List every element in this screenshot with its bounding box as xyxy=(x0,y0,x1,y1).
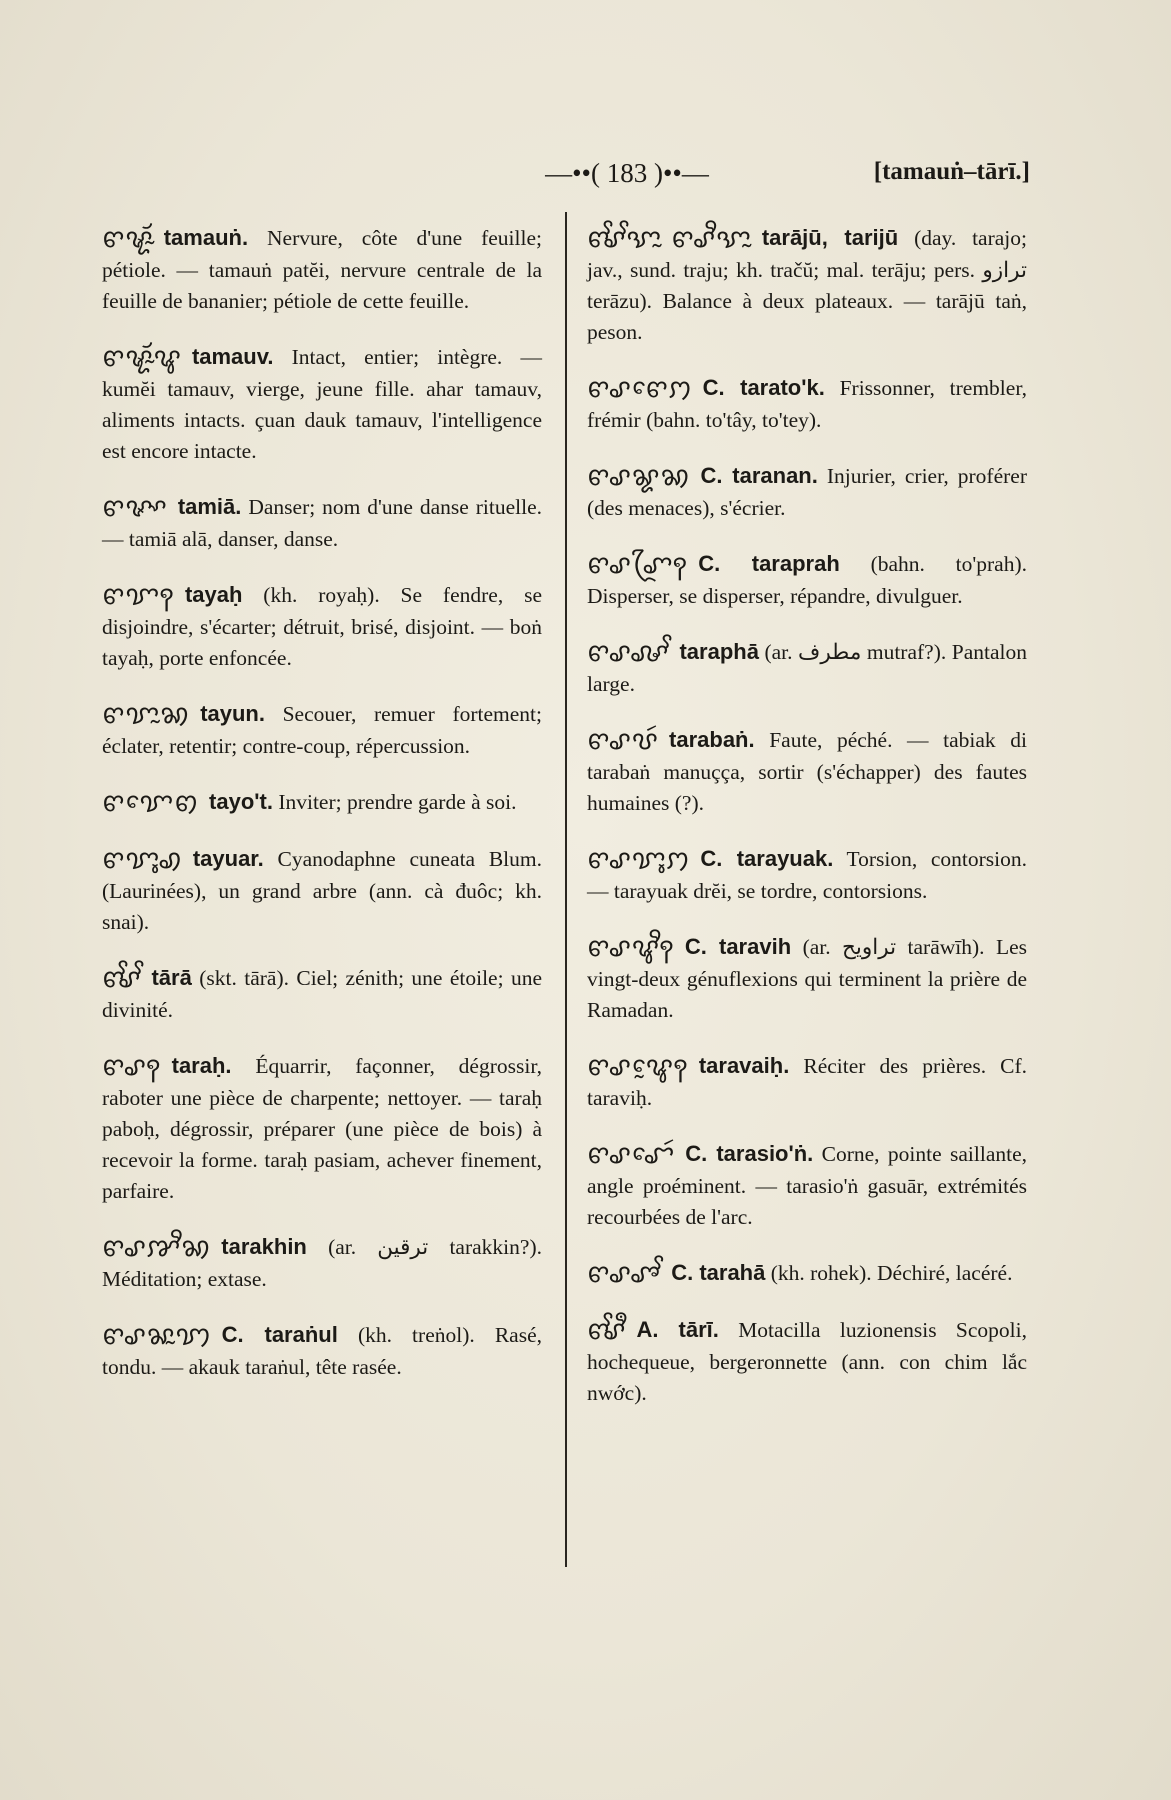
cham-script-headword: ꨓꨣꨜꨩ xyxy=(587,638,670,668)
cham-script-headword: ꨓꨣꨥꨪꩍ xyxy=(587,933,675,963)
headword: tarabaṅ. xyxy=(669,727,755,752)
cham-script-headword: ꨓꨩꨣꨩꨎꨭ ꨓꨣꨪꨎꨭ xyxy=(587,224,752,254)
headword: C. tarahā xyxy=(671,1260,766,1285)
definition: Réciter des prières. Cf. taraviḥ. xyxy=(587,1054,1027,1110)
definition: Faute, péché. — tabiak di tarabaṅ manuçça, sortir (s'échapper) des fautes humaines (?). xyxy=(587,728,1028,815)
dictionary-entry xyxy=(587,1314,1027,1409)
dictionary-entry xyxy=(587,372,1027,436)
definition: Intact, entier; intègre. — kumĕi tamauv, vierge, jeune fille. ahar tamauv, aliments intacts. çuan dauk tamauv, l'intelligence est encore intacte. xyxy=(102,345,542,463)
headword: tārā xyxy=(151,965,192,990)
dictionary-entry xyxy=(102,579,542,674)
definition: (bahn. to'prah). Disperser, se disperser, répandre, divulguer. xyxy=(587,552,1027,608)
definition: Secouer, remuer fortement; éclater, retentir; contre-coup, répercussion. xyxy=(102,702,542,758)
headword: tamauṅ. xyxy=(163,225,249,250)
headword: C. taravih xyxy=(684,934,792,959)
dictionary-entry xyxy=(102,341,542,467)
headword: tarakhin xyxy=(221,1234,307,1259)
cham-script-headword: ꨓꨣꨘꩆ xyxy=(587,462,691,492)
headword: C. tarayuak. xyxy=(700,846,834,871)
definition: Motacilla luzionensis Scopoli, hochequeue, bergeronnette (ann. con chim lắc nwớc). xyxy=(587,1318,1028,1405)
cham-script-headword: ꨓꨟꨳ xyxy=(102,493,168,523)
headword: taraḥ. xyxy=(171,1053,232,1078)
cham-script-headword: ꨓꨣꨚꨴꩍ xyxy=(587,550,689,580)
headword: C. tarato'k. xyxy=(702,375,825,400)
definition: (ar. ترقين tarakkin?). Méditation; extase. xyxy=(102,1235,542,1291)
dictionary-entry xyxy=(587,843,1027,907)
dictionary-entry xyxy=(587,1257,1027,1290)
dictionary-entry xyxy=(102,1050,542,1207)
definition: (ar. مطرف mutraf?). Pantalon large. xyxy=(587,640,1027,696)
headword: taravaiḥ. xyxy=(698,1053,790,1078)
headword: taraphā xyxy=(679,639,759,664)
headword: tayaḥ xyxy=(184,582,243,607)
headword: tayuar. xyxy=(192,846,264,871)
definition: Corne, pointe saillante, angle proéminent. — tarasio'ṅ gasuār, extrémités recourbées de l'arc. xyxy=(587,1142,1028,1229)
headword: A. tārī. xyxy=(636,1317,719,1342)
cham-script-headword: ꨓꨣꨇꨪꩆ xyxy=(102,1233,212,1263)
headword: C. taranan. xyxy=(700,463,818,488)
headword: C. taraṅul xyxy=(221,1322,338,1347)
definition: Inviter; prendre garde à soi. xyxy=(278,790,517,814)
cham-script-headword: ꨓꨢꨶꩉ xyxy=(102,845,183,875)
running-title: [tamauṅ–tārī.] xyxy=(873,158,1030,185)
definition: Danser; nom d'une danse rituelle. — tamiā alā, danser, danse. xyxy=(102,495,543,551)
definition: Torsion, contorsion. — tarayuak drĕi, se tordre, contorsions. xyxy=(587,847,1027,903)
headword: tayun. xyxy=(200,701,265,726)
dictionary-entry xyxy=(102,698,542,762)
cham-script-headword: ꨓꨢꩍ xyxy=(102,581,175,611)
cham-script-headword: ꨓꨣꨓꨯꩀ xyxy=(587,374,693,404)
headword: tarājū, tarijū xyxy=(761,225,899,250)
definition: (ar. تراويح tarāwīh). Les vingt-deux génuflexions qui terminent la prière de Ramadan. xyxy=(587,935,1028,1022)
cham-script-headword: ꨓꨩꨣꨫ xyxy=(587,1316,627,1346)
cham-script-headword: ꨓꨣꨢꨶꩀ xyxy=(587,845,691,875)
headword: tamauv. xyxy=(191,344,274,369)
cham-script-headword: ꨓꨢꨭꩆ xyxy=(102,700,191,730)
cham-script-headword: ꨓꨣꨝꩃ xyxy=(587,726,660,756)
right-column xyxy=(587,222,1027,1433)
dictionary-entry xyxy=(102,1319,542,1383)
headword: tamiā. xyxy=(177,494,242,519)
definition: Nervure, côte d'une feuille; pétiole. — tamauṅ patĕi, nervure centrale de la feuille de bananier; pétiole de cette feuille. xyxy=(102,226,542,313)
dictionary-entry xyxy=(102,491,542,555)
headword: C. taraprah xyxy=(698,551,840,576)
headword: C. tarasio'ṅ. xyxy=(685,1141,814,1166)
column-divider xyxy=(565,212,567,1567)
cham-script-headword: ꨓꨣꨗꨭꩈ xyxy=(102,1321,212,1351)
dictionary-entry xyxy=(587,460,1027,524)
dictionary-entry xyxy=(102,962,542,1026)
cham-script-headword: ꨓꨣꩍ xyxy=(102,1052,162,1082)
headword: tayo't. xyxy=(209,789,273,814)
dictionary-entry xyxy=(587,1050,1027,1114)
definition: (skt. tārā). Ciel; zénith; une étoile; une divinité. xyxy=(102,966,542,1022)
definition: Frissonner, trembler, frémir (bahn. to'tây, to'tey). xyxy=(587,376,1027,432)
dictionary-entry xyxy=(102,222,542,317)
dictionary-entry xyxy=(587,931,1027,1026)
dictionary-entry xyxy=(587,1138,1027,1233)
dictionary-entry xyxy=(102,786,542,819)
dictionary-entry xyxy=(102,1231,542,1295)
definition: Cyanodaphne cuneata Blum. (Laurinées), un grand arbre (ann. cà đuôc; kh. snai). xyxy=(102,847,542,934)
cham-script-headword: ꨓꨣꨨꨩ xyxy=(587,1259,662,1289)
cham-script-headword: ꨓꨠꨮꨭ xyxy=(102,224,154,254)
cham-script-headword: ꨓꨣꨧꨯꩃ xyxy=(587,1140,676,1170)
definition: (kh. rohek). Déchiré, lacéré. xyxy=(770,1261,1013,1285)
dictionary-entry xyxy=(587,548,1027,612)
dictionary-entry xyxy=(587,222,1027,348)
cham-script-headword: ꨓꨢꨯꩅ xyxy=(102,788,200,818)
dictionary-entry xyxy=(102,843,542,938)
cham-script-headword: ꨓꨩꨣꨩ xyxy=(102,964,142,994)
left-column xyxy=(102,222,542,1407)
definition: (day. tarajo; jav., sund. traju; kh. tračŭ; mal. terāju; pers. ترازو terāzu). Balance à deux plateaux. — tarājū taṅ, peson. xyxy=(587,226,1027,344)
definition: (kh. treṅol). Rasé, tondu. — akauk taraṅul, tête rasée. xyxy=(102,1323,542,1379)
page-number: —••( 183 )••— xyxy=(545,158,709,188)
cham-script-headword: ꨓꨣꨥꨰꩍ xyxy=(587,1052,689,1082)
dictionary-entry xyxy=(587,636,1027,700)
page-header xyxy=(100,158,1030,198)
definition: Équarrir, façonner, dégrossir, raboter une pièce de charpente; nettoyer. — taraḥ paboḥ, dégrossir, préparer (une pièce de bois) à recevoir la forme. taraḥ pasiam, achever finement, parfaire. xyxy=(102,1054,543,1203)
cham-script-headword: ꨓꨠꨮꨭꨥ xyxy=(102,343,182,373)
definition: Injurier, crier, proférer (des menaces), s'écrier. xyxy=(587,464,1027,520)
dictionary-entry xyxy=(587,724,1027,819)
definition: (kh. royaḥ). Se fendre, se disjoindre, s'écarter; détruit, brisé, disjoint. — boṅ tayaḥ, porte enfoncée. xyxy=(102,583,542,670)
